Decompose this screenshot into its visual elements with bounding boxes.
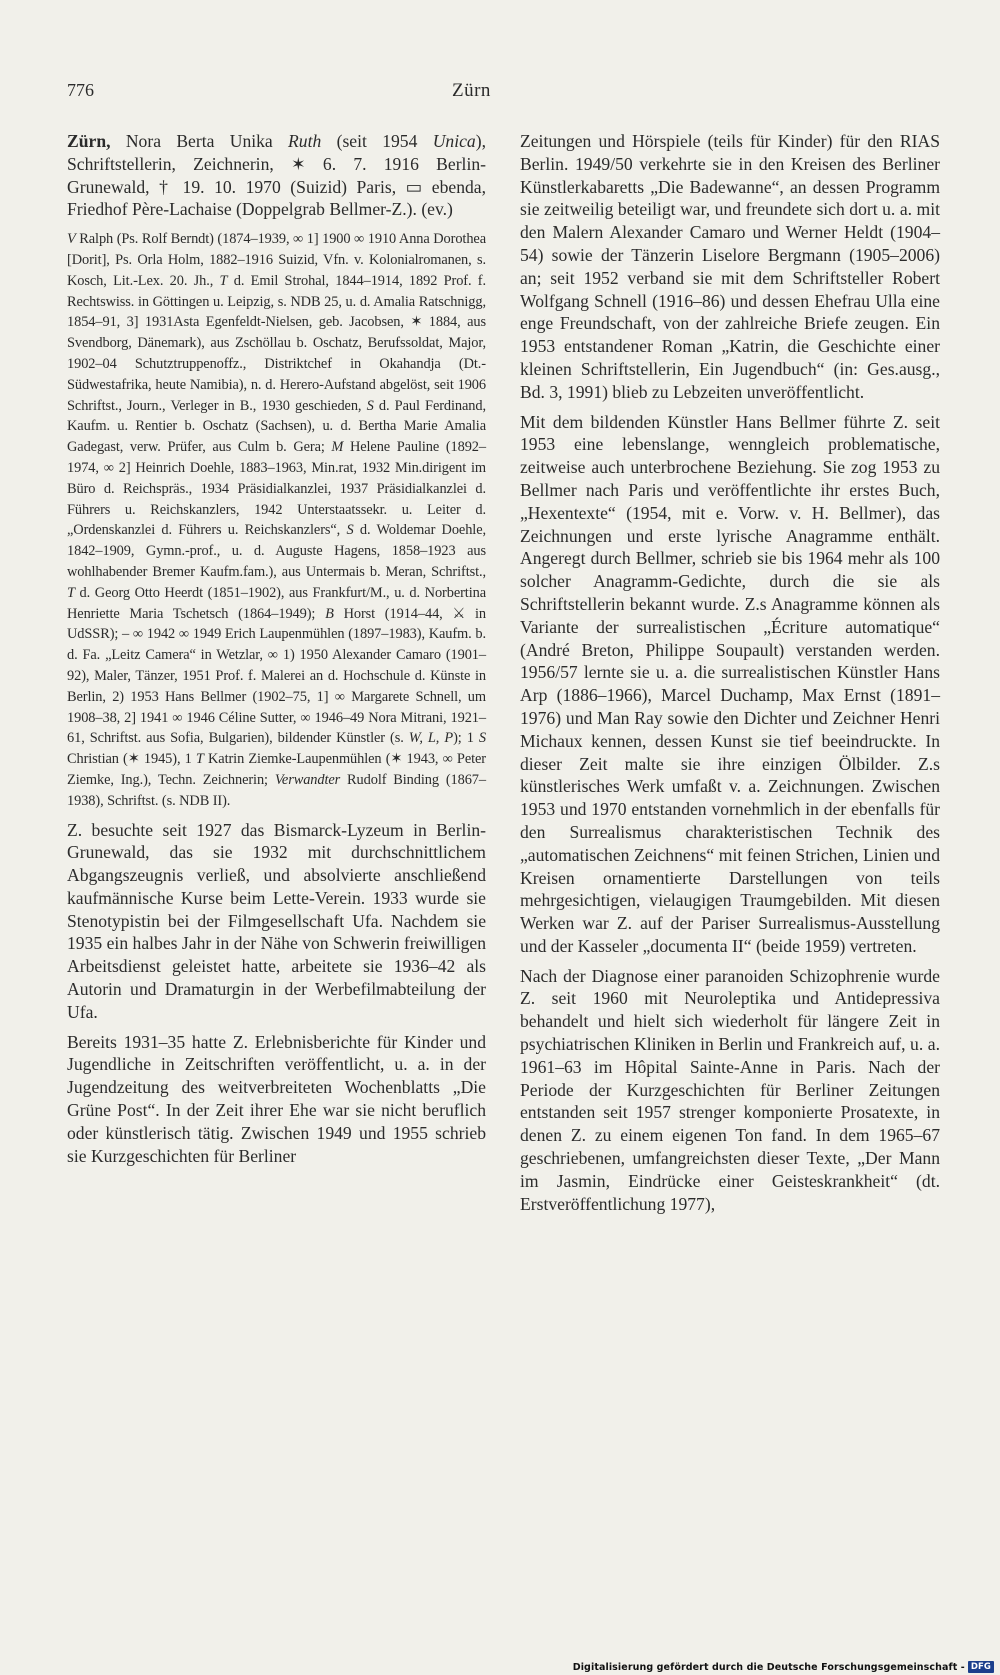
left-column bbox=[67, 130, 486, 1174]
right-column bbox=[520, 130, 940, 1222]
entry-intro: Zürn, Nora Berta Unika Ruth (seit 1954 Unica), Schriftstellerin, Zeichnerin, ✶ 6. 7. 1916 Berlin-Grunewald, † 19. 10. 1970 (Suizid) Paris, ▭ ebenda, Friedhof Père-Lachaise (Doppelgrab Bellmer-Z.). (ev.) bbox=[67, 131, 486, 220]
paragraph-early-writing: Bereits 1931–35 hatte Z. Erlebnisberichte für Kinder und Jugendliche in Zeitschriften veröffentlicht, u. a. in der Jugendzeitung des weitverbreiteten Wochenblatts „Die Grüne Post“. In der Zeit ihrer Ehe war sie nicht beruflich oder künstlerisch tätig. Zwischen 1949 und 1955 schrieb sie Kurzgeschichten für Berliner bbox=[67, 1031, 486, 1166]
paragraph-berlin: Zeitungen und Hörspiele (teils für Kinder) für den RIAS Berlin. 1949/50 verkehrte sie in den Kreisen des Berliner Künstlerkabaretts „Die Badewanne“, an dessen Programm sie zeitweilig beteiligt war, und freundete sich dort u. a. mit den Malern Alexander Camaro und Werner Heldt (1904–54) sowie der Tänzerin Liselore Bergmann (1905–2006) an; seit 1952 verband sie mit dem Schriftsteller Robert Wolfgang Schnell (1916–86) und dessen Ehefrau Ulla eine enge Freundschaft, von der zahlreiche Briefe zeugen. Ein 1953 entstandener Roman „Katrin, die Geschichte einer kleinen Schriftstellerin, Ein Jugendbuch“ (in: Ges.ausg., Bd. 3, 1991) blieb zu Lebzeiten unveröffentlicht. bbox=[520, 131, 940, 402]
paragraph-illness: Nach der Diagnose einer paranoiden Schizophrenie wurde Z. seit 1960 mit Neuroleptika und Antidepressiva behandelt und hielt sich wiederholt für längere Zeit in psychiatrischen Kliniken in Berlin und Frankreich auf, u. a. 1961–63 im Hôpital Sainte-Anne in Paris. Nach der Periode der Kurzgeschichten für Berliner Zeitungen entstanden seit 1957 strenger komponierte Prosatexte, in denen Z. zu einem eigenen Ton fand. In dem 1965–67 geschriebenen, umfangreichsten dieser Texte, „Der Mann im Jasmin, Eindrücke einer Geisteskrankheit“ (dt. Erstveröffentlichung 1977), bbox=[520, 965, 940, 1214]
digitization-footer bbox=[573, 1661, 994, 1673]
page-number: 776 bbox=[67, 80, 94, 100]
dfg-logo: DFG bbox=[968, 1661, 994, 1673]
paragraph-bellmer: Mit dem bildenden Künstler Hans Bellmer führte Z. seit 1953 eine lebenslange, wenngleich problematische, zeitweise auch unterbrochene Beziehung. Sie zog 1953 zu Bellmer nach Paris und veröffentlichte ihr erstes Buch, „Hexentexte“ (1954, mit e. Vorw. v. H. Bellmer), das Zeichnungen und erste lyrische Anagramme enthält. Angeregt durch Bellmer, schrieb sie bis 1964 mehr als 100 solcher Anagramm-Gedichte, durch die sie als Schriftstellerin bekannt wurde. Z.s Anagramme können als Variante der surrealistischen „Écriture automatique“ (André Breton, Philippe Soupault) verstanden werden. 1956/57 lernte sie u. a. die surrealistischen Künstler Hans Arp (1886–1966), Marcel Duchamp, Max Ernst (1891–1976) und Man Ray sowie den Dichter und Zeichner Henri Michaux kennen, dessen Kunst sie tief beeindruckte. In dieser Zeit malte sie ihre einzigen Ölbilder. Z.s künstlerisches Werk umfaßt v. a. Zeichnungen. Zwischen 1953 und 1970 entstanden vornehmlich in der ebenfalls für den Surrealismus charakteristischen Technik des „automatischen Zeichnens“ mit feinen Strichen, Linien und Kreisen ornamentierte Darstellungen von teils mehrgesichtigen, vielaugigen Traumgebilden. Mit diesen Werken war Z. auf der Pariser Surrealismus-Ausstellung und der Kasseler „documenta II“ (beide 1959) vertreten. bbox=[520, 411, 940, 956]
paragraph-school: Z. besuchte seit 1927 das Bismarck-Lyzeum in Berlin-Grunewald, das sie 1932 mit durchschnittlichem Abgangszeugnis verließ, und absolvierte anschließend kaufmännische Kurse beim Lette-Verein. 1933 wurde sie Stenotypistin bei der Filmgesellschaft Ufa. Nachdem sie 1935 ein halbes Jahr in der Nähe von Schwerin freiwilligen Arbeitsdienst geleistet hatte, arbeitete sie 1936–42 als Autorin und Dramaturgin in der Werbefilmabteilung der Ufa. bbox=[67, 819, 486, 1022]
running-head: Zürn bbox=[452, 80, 491, 101]
entry-lemma: Zürn, bbox=[67, 131, 111, 151]
genealogy-block: V Ralph (Ps. Rolf Berndt) (1874–1939, ∞ 1] 1900 ∞ 1910 Anna Dorothea [Dorit], Ps. Orla Holm, 1882–1916 Suizid, Vfn. v. Kolonialromanen, s. Kosch, Lit.-Lex. 20. Jh., T d. Emil Strohal, 1844–1914, 1892 Prof. f. Rechtswiss. in Göttingen u. Leipzig, s. NDB 25, u. d. Amalia Ratschnigg, 1854–91, 3] 1931Asta Egenfeldt-Nielsen, geb. Jacobsen, ✶ 1884, aus Svendborg, Dänemark), aus Zschöllau b. Oschatz, Berufssoldat, Major, 1902–04 Schutztruppenoffz., Distriktchef in Okahandja (Dt.-Südwestafrika, heute Namibia), n. d. Herero-Aufstand abgelöst, seit 1906 Schriftst., Journ., Verleger in B., 1930 geschieden, S d. Paul Ferdinand, Kaufm. u. Rentier b. Oschatz (Sachsen), u. d. Bertha Marie Amalia Gadegast, verw. Prüfer, aus Culm b. Gera; M Helene Pauline (1892–1974, ∞ 2] Heinrich Doehle, 1883–1963, Min.rat, 1932 Min.dirigent im Büro d. Reichspräs., 1934 Präsidialkanzlei, 1937 Präsidialkanzlei d. Führers u. Reichskanzlers, 1942 Unterstaatssekr. u. Leiter d. „Ordenskanzlei d. Führers u. Reichskanzlers“, S d. Woldemar Doehle, 1842–1909, Gymn.-prof., u. d. Auguste Hagens, 1858–1923 aus wohlhabender Bremer Kaufm.fam.), aus Untermais b. Meran, Schriftst., T d. Georg Otto Heerdt (1851–1902), aus Frankfurt/M., u. d. Norbertina Henriette Maria Tschetsch (1864–1949); B Horst (1914–44, ⚔ in UdSSR); – ∞ 1942 ∞ 1949 Erich Laupenmühlen (1897–1983), Kaufm. b. d. Fa. „Leitz Camera“ in Wetzlar, ∞ 1) 1950 Alexander Camaro (1901–92), Maler, Tänzer, 1951 Prof. f. Malerei an d. Hochschule d. Künste in Berlin, 2) 1953 Hans Bellmer (1902–75, 1] ∞ Margarete Schnell, um 1908–38, 2] 1941 ∞ 1946 Céline Sutter, ∞ 1946–49 Nora Mitrani, 1921–61, Schriftst. aus Sofia, Bulgarien), bildender Künstler (s. W, L, P); 1 S Christian (✶ 1945), 1 T Katrin Ziemke-Laupenmühlen (✶ 1943, ∞ Peter Ziemke, Ing.), Techn. Zeichnerin; Verwandter Rudolf Binding (1867–1938), Schriftst. (s. NDB II). bbox=[67, 231, 487, 809]
footer-text: Digitalisierung gefördert durch die Deutsche Forschungsgemeinschaft - bbox=[572, 1661, 965, 1673]
